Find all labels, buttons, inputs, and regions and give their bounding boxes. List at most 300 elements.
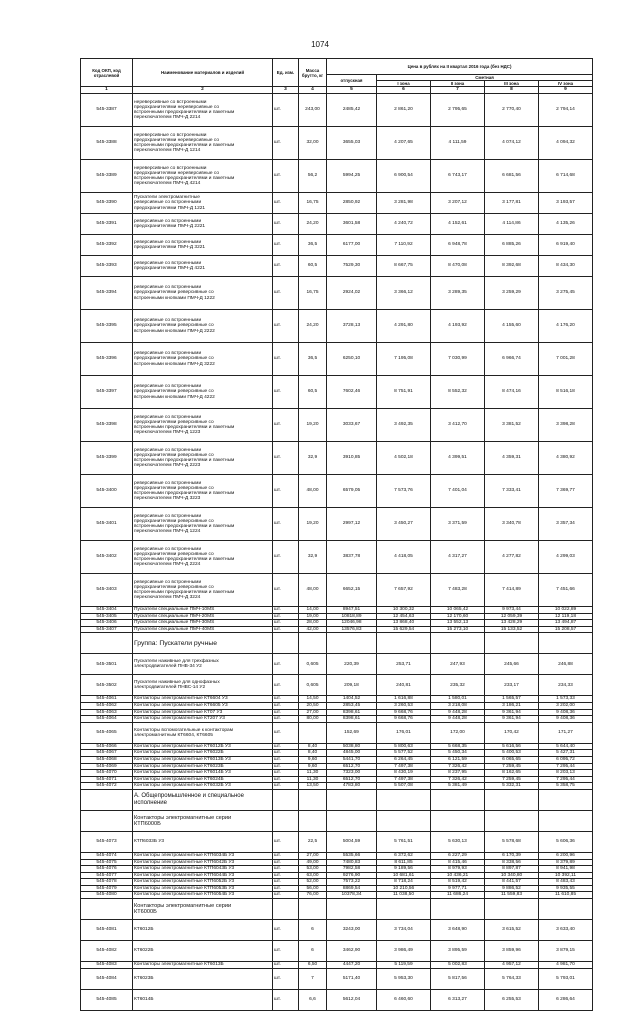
name-line: встроенными предохранителями и пакетным (134, 176, 235, 181)
cell-mass: 60,5 (299, 256, 327, 277)
name-line: Контакторы электромагнитные КТП6052Б У3 (134, 879, 235, 885)
cell-code: 545-4067 (81, 750, 133, 757)
cell-code: 545-4069 (81, 763, 133, 770)
cell-name (133, 962, 273, 969)
table-row (81, 770, 593, 777)
cell-zone2-price: 7 326,42 (431, 776, 485, 783)
cell-zone3-price: 8 441,57 (485, 879, 539, 886)
cell-zone1-price: 3 260,53 (377, 702, 431, 709)
name-line: Пускатели специальные ПМЧ-40МS (134, 626, 215, 632)
cell-release-price: 8398,61 (327, 716, 377, 723)
cell-zone1-price: 1 616,88 (377, 696, 431, 703)
name-line: Пускатели специальные ПМЧ-30МS (134, 620, 215, 626)
cell-zone2-price: 1 580,01 (431, 696, 485, 703)
cell-zone1-price: 253,71 (377, 654, 431, 675)
cell-zone4-price: 6 714,68 (539, 160, 593, 193)
cell-zone3-price: 3 381,52 (485, 409, 539, 442)
cell-name (133, 899, 273, 920)
cell-name (133, 475, 273, 508)
cell-zone1-price: 8 667,75 (377, 256, 431, 277)
cell-mass: 36,5 (299, 343, 327, 376)
name-line: переключателем ПМЧ-Д 1214 (134, 148, 201, 154)
cell-unit: шт. (273, 654, 299, 675)
cell-code: 545-3393 (81, 256, 133, 277)
name-line: предохранителями реверсивные со (134, 452, 214, 458)
cell-release-price: 6579,05 (327, 475, 377, 508)
cell-mass: 16,75 (299, 193, 327, 214)
cell-zone2-price: 9 448,28 (431, 716, 485, 723)
cell-zone4-price: 7 295,44 (539, 763, 593, 770)
cell-zone1-price: 6 900,54 (377, 160, 431, 193)
cell-unit: шт. (273, 675, 299, 696)
name-line: реверсивные со встроенными (134, 447, 202, 453)
name-line: КТ6014Б (134, 997, 154, 1003)
cell-zone2-price: 15 273,10 (431, 626, 485, 633)
table-row (81, 872, 593, 879)
cell-mass: 22,5 (299, 831, 327, 852)
cell-mass: 56,00 (299, 885, 327, 892)
cell-zone1-price: 5 577,52 (377, 750, 431, 757)
cell-code: 545-4084 (81, 968, 133, 989)
cell-code: 545-4062 (81, 702, 133, 709)
cell-name (133, 920, 273, 941)
cell-release-price: 2924,02 (327, 277, 377, 310)
cell-zone4-price: 8 516,18 (539, 376, 593, 409)
cell-name (133, 702, 273, 709)
cell-zone3-price: 6 885,26 (485, 235, 539, 256)
cell-zone1-price: 13 868,40 (377, 620, 431, 627)
cell-release-price: 3033,67 (327, 409, 377, 442)
cell-zone2-price: 7 326,42 (431, 763, 485, 770)
name-line: Пускатели электромагнитные (134, 195, 200, 201)
cell-code: 545-3390 (81, 193, 133, 214)
cell-name (133, 750, 273, 757)
cell-code: 545-4065 (81, 722, 133, 743)
name-line: предохранителями реверсивные со (134, 290, 214, 296)
name-line: предохранителями реверсивные со (134, 485, 214, 491)
cell-mass: 14,00 (299, 607, 327, 614)
cell-mass: 8,40 (299, 750, 327, 757)
cell-zone3-price: 5 400,53 (485, 750, 539, 757)
name-line: переключателем ПМЧ-Д 2214 (134, 115, 201, 121)
cell-zone1-price (377, 810, 431, 831)
cell-unit: шт. (273, 574, 299, 607)
cell-mass: 24,20 (299, 214, 327, 235)
name-line: электродвигателей ПНВС-14 У2 (134, 685, 206, 691)
cell-mass: 28,00 (299, 620, 327, 627)
column-number-row (81, 87, 593, 94)
cell-zone3-price: 3 340,78 (485, 508, 539, 541)
name-line: Контакторы электромагнитные КТ07 У3 (134, 709, 223, 715)
cell-release-price: 2997,12 (327, 508, 377, 541)
cell-zone1-price: 8 430,19 (377, 770, 431, 777)
name-line: переключателем ПМЧ-Д 3224 (134, 595, 201, 601)
cell-zone1-price: 10 300,32 (377, 607, 431, 614)
table-row (81, 941, 593, 962)
cell-zone3-price: 6 966,74 (485, 343, 539, 376)
name-line: КТ6023Б (134, 976, 154, 982)
cell-zone1-price: 9 668,76 (377, 716, 431, 723)
cell-zone1-price: 240,81 (377, 675, 431, 696)
cell-zone4-price: 3 633,40 (539, 920, 593, 941)
cell-code: 545-4064 (81, 716, 133, 723)
name-line: Контакторы электромагнитные КТ6032Б У3 (134, 783, 231, 789)
name-line: встроенными кнопками ПМЧ-Д 4222 (134, 394, 215, 400)
cell-unit: шт. (273, 770, 299, 777)
cell-name (133, 872, 273, 879)
table-row (81, 962, 593, 969)
cell-zone3-price: 4 114,86 (485, 214, 539, 235)
cell-zone4-price: 8 203,13 (539, 770, 593, 777)
name-line: предохранителями нереверсивные со (134, 137, 219, 143)
cell-name (133, 675, 273, 696)
cell-zone2-price: 12 170,60 (431, 613, 485, 620)
col-number: 8 (485, 87, 539, 94)
cell-zone4-price: 171,27 (539, 722, 593, 743)
cell-release-price: 6512,70 (327, 776, 377, 783)
cell-name (133, 770, 273, 777)
cell-unit: шт. (273, 941, 299, 962)
table-row (81, 885, 593, 892)
cell-zone2-price: 9 977,71 (431, 885, 485, 892)
header-unit: Ед. изм. (273, 59, 299, 87)
cell-code: 545-4077 (81, 872, 133, 879)
name-line: реверсивные со встроенными (134, 318, 202, 324)
cell-zone2-price: 8 237,95 (431, 770, 485, 777)
cell-zone3-price: 15 133,52 (485, 626, 539, 633)
cell-mass: 243,00 (299, 94, 327, 127)
cell-zone2-price: 13 552,13 (431, 620, 485, 627)
cell-zone3-price (485, 899, 539, 920)
cell-unit (273, 633, 299, 654)
header-estimate: Сметная (377, 75, 593, 81)
cell-name (133, 852, 273, 859)
name-line: КТ6012Б (134, 927, 154, 933)
cell-zone1-price: 176,01 (377, 722, 431, 743)
cell-zone2-price: 3 207,12 (431, 193, 485, 214)
cell-unit: шт. (273, 859, 299, 866)
cell-mass (299, 810, 327, 831)
table-row (81, 852, 593, 859)
table-row (81, 620, 593, 627)
cell-code: 545-4081 (81, 920, 133, 941)
cell-code: 545-3404 (81, 607, 133, 614)
cell-code: 545-3391 (81, 214, 133, 235)
cell-zone2-price: 6 743,17 (431, 160, 485, 193)
cell-zone2-price: 6 313,27 (431, 989, 485, 1010)
cell-name (133, 941, 273, 962)
cell-name (133, 716, 273, 723)
table-row (81, 716, 593, 723)
name-line: встроенными предохранителями и пакетным (134, 425, 235, 430)
cell-zone3-price: 7 259,45 (485, 763, 539, 770)
table-row (81, 831, 593, 852)
cell-name (133, 256, 273, 277)
cell-code: 545-3402 (81, 541, 133, 574)
table-row (81, 409, 593, 442)
cell-zone2-price: 7 401,04 (431, 475, 485, 508)
cell-zone4-price: 5 644,40 (539, 743, 593, 750)
cell-zone2-price: 8 552,32 (431, 376, 485, 409)
cell-mass: 63,00 (299, 872, 327, 879)
cell-name (133, 607, 273, 614)
cell-zone1-price: 3 366,12 (377, 277, 431, 310)
cell-name (133, 776, 273, 783)
name-line: переключателем ПМЧ-Д 3223 (134, 496, 201, 502)
table-row (81, 866, 593, 873)
name-line: реверсивные со встроенными (134, 285, 202, 291)
cell-zone4-price: 15 208,57 (539, 626, 593, 633)
cell-code: 545-3401 (81, 508, 133, 541)
cell-unit: шт. (273, 750, 299, 757)
name-line: реверсивные со встроенными (134, 480, 202, 486)
name-line: Контакторы электромагнитные КТ6012Б У3 (134, 743, 231, 749)
cell-name (133, 376, 273, 409)
cell-mass: 6 (299, 920, 327, 941)
cell-name (133, 409, 273, 442)
cell-unit: шт. (273, 235, 299, 256)
cell-zone1-price: 3 281,98 (377, 193, 431, 214)
header-mass: Масса брутто, кг (299, 59, 327, 87)
cell-mass: 27,00 (299, 709, 327, 716)
cell-release-price: 13576,83 (327, 626, 377, 633)
name-line: реверсивные со встроенными (134, 218, 202, 224)
cell-unit: шт. (273, 193, 299, 214)
name-line: Контакторы вспомогательные к контакторам (134, 727, 234, 733)
cell-zone4-price: 6 095,72 (539, 756, 593, 763)
cell-code: 545-3396 (81, 343, 133, 376)
name-line: предохранителями реверсивные со (134, 551, 214, 557)
cell-name (133, 859, 273, 866)
cell-unit: шт. (273, 885, 299, 892)
cell-code: 545-3389 (81, 160, 133, 193)
cell-release-price: 5612,04 (327, 989, 377, 1010)
col-number: 3 (273, 87, 299, 94)
name-line: предохранителями нереверсивные со (134, 104, 219, 110)
cell-name (133, 160, 273, 193)
name-line: Контакторы электромагнитные КТ6604 У3 (134, 696, 228, 702)
table-row (81, 789, 593, 810)
cell-unit: шт. (273, 866, 299, 873)
cell-code: 545-3399 (81, 442, 133, 475)
cell-mass: 48,00 (299, 475, 327, 508)
cell-release-price: 3837,78 (327, 541, 377, 574)
cell-zone4-price: 4 094,32 (539, 127, 593, 160)
cell-zone4-price: 9 408,36 (539, 716, 593, 723)
cell-name (133, 235, 273, 256)
name-line: реверсивные со встроенными (134, 384, 202, 390)
cell-mass: 20,50 (299, 702, 327, 709)
cell-zone1-price: 7 195,08 (377, 343, 431, 376)
name-line: Контакторы электромагнитные КТ207 У3 (134, 716, 225, 722)
name-line: Контакторы электромагнитные КТ6013Б (134, 962, 224, 968)
name-line: предохранителями ПМЧ-Д 2221 (134, 224, 206, 229)
cell-zone3-price: 233,17 (485, 675, 539, 696)
cell-mass: 19,20 (299, 409, 327, 442)
table-row (81, 613, 593, 620)
cell-release-price: 5535,66 (327, 852, 377, 859)
cell-unit: шт. (273, 94, 299, 127)
cell-zone3-price: 4 155,60 (485, 310, 539, 343)
cell-mass: 48,00 (299, 574, 327, 607)
cell-unit: шт. (273, 783, 299, 790)
col-number: 2 (133, 87, 273, 94)
cell-unit: шт. (273, 962, 299, 969)
cell-zone4-price: 8 483,43 (539, 879, 593, 886)
cell-zone1-price: 6 460,60 (377, 989, 431, 1010)
cell-zone4-price: 11 610,85 (539, 892, 593, 899)
cell-zone3-price: 4 277,82 (485, 541, 539, 574)
cell-release-price: 7529,30 (327, 256, 377, 277)
cell-zone2-price: 4 399,51 (431, 442, 485, 475)
cell-zone4-price: 3 202,00 (539, 702, 593, 709)
cell-code: 545-4068 (81, 756, 133, 763)
name-line: электромагнитным КТ6604, КТ6605 (134, 732, 213, 738)
cell-code: 545-3406 (81, 620, 133, 627)
cell-zone2-price: 5 381,49 (431, 783, 485, 790)
cell-zone2-price: 8 470,08 (431, 256, 485, 277)
cell-zone4-price: 7 295,44 (539, 776, 593, 783)
name-line: Контакторы электромагнитные КТП6043Б У3 (134, 866, 235, 872)
cell-name (133, 989, 273, 1010)
cell-code: 545-4074 (81, 852, 133, 859)
name-line: встроенными кнопками ПМЧ-Д 1222 (134, 295, 215, 301)
cell-release-price: 5038,80 (327, 743, 377, 750)
cell-zone2-price: 6 227,29 (431, 852, 485, 859)
name-line: встроенными предохранителями и пакетным (134, 143, 235, 148)
cell-zone1-price: 3 734,04 (377, 920, 431, 941)
cell-zone3-price: 8 897,87 (485, 866, 539, 873)
name-line: Контакторы электромагнитные КТ6014Б У3 (134, 770, 231, 776)
cell-name (133, 810, 273, 831)
cell-unit: шт. (273, 879, 299, 886)
cell-name (133, 789, 273, 810)
cell-mass: 0,605 (299, 654, 327, 675)
header-zone2: II зона (431, 81, 485, 87)
cell-zone3-price: 7 414,89 (485, 574, 539, 607)
name-line: реверсивные со встроенными (134, 239, 202, 245)
cell-mass: 49,00 (299, 859, 327, 866)
name-line: КТ6022Б (134, 948, 154, 954)
table-row (81, 310, 593, 343)
cell-code: 545-3405 (81, 613, 133, 620)
cell-zone4-price: 10 392,11 (539, 872, 593, 879)
cell-name (133, 885, 273, 892)
cell-zone1-price: 2 861,20 (377, 94, 431, 127)
cell-name (133, 879, 273, 886)
cell-release-price: 220,39 (327, 654, 377, 675)
cell-code: 545-4072 (81, 783, 133, 790)
cell-zone3-price: 8 162,65 (485, 770, 539, 777)
cell-unit (273, 810, 299, 831)
cell-zone4-price: 234,33 (539, 675, 593, 696)
cell-name (133, 94, 273, 127)
cell-zone1-price: 5 800,63 (377, 743, 431, 750)
cell-release-price: 3655,03 (327, 127, 377, 160)
cell-mass (299, 789, 327, 810)
cell-code: 545-4063 (81, 709, 133, 716)
cell-zone4-price: 4 380,92 (539, 442, 593, 475)
table-row (81, 899, 593, 920)
cell-zone4-price (539, 810, 593, 831)
name-line: предохранителями реверсивные со (134, 584, 214, 590)
cell-zone1-price: 7 110,92 (377, 235, 431, 256)
cell-code: 545-4076 (81, 866, 133, 873)
cell-name (133, 866, 273, 873)
cell-zone4-price (539, 899, 593, 920)
cell-zone1-price: 4 240,72 (377, 214, 431, 235)
cell-zone2-price: 4 111,59 (431, 127, 485, 160)
cell-zone2-price: 5 450,34 (431, 750, 485, 757)
cell-zone1-price: 6 264,45 (377, 756, 431, 763)
cell-zone2-price: 4 152,61 (431, 214, 485, 235)
name-line: предохранителями ПМЧ-Д 3221 (134, 245, 206, 250)
cell-zone1-price: 11 038,50 (377, 892, 431, 899)
table-row (81, 235, 593, 256)
col-number: 1 (81, 87, 133, 94)
cell-zone1-price: 10 210,56 (377, 885, 431, 892)
cell-release-price: 3601,58 (327, 214, 377, 235)
cell-unit: шт. (273, 743, 299, 750)
cell-zone1-price: 4 502,18 (377, 442, 431, 475)
cell-release-price: 10378,34 (327, 892, 377, 899)
cell-zone3-price: 11 559,83 (485, 892, 539, 899)
name-line: предохранителями ПМЧ-Д 1221 (134, 205, 206, 211)
name-line: реверсивные со встроенными (134, 546, 202, 552)
cell-zone2-price (431, 633, 485, 654)
table-row (81, 776, 593, 783)
table-row (81, 989, 593, 1010)
table-row (81, 722, 593, 743)
cell-code: 545-4061 (81, 696, 133, 703)
cell-mass: 32,9 (299, 541, 327, 574)
cell-release-price: 1404,52 (327, 696, 377, 703)
cell-code: 545-4083 (81, 962, 133, 969)
name-line: реверсивные со встроенными (134, 579, 202, 585)
cell-release-price: 7480,83 (327, 859, 377, 866)
cell-zone1-price: 7 497,38 (377, 763, 431, 770)
cell-mass: 19,20 (299, 508, 327, 541)
cell-zone2-price: 10 436,21 (431, 872, 485, 879)
cell-unit: шт. (273, 831, 299, 852)
cell-code: 545-3395 (81, 310, 133, 343)
cell-zone1-price: 12 454,63 (377, 613, 431, 620)
cell-zone3-price: 3 186,21 (485, 702, 539, 709)
table-row (81, 783, 593, 790)
cell-code: 545-3394 (81, 277, 133, 310)
cell-zone3-price: 6 170,39 (485, 852, 539, 859)
cell-zone4-price: 5 358,75 (539, 783, 593, 790)
table-row (81, 810, 593, 831)
cell-release-price: 6250,10 (327, 343, 377, 376)
cell-mass: 0,605 (299, 675, 327, 696)
cell-zone3-price: 4 074,12 (485, 127, 539, 160)
cell-zone4-price: 5 793,01 (539, 968, 593, 989)
cell-zone2-price: 6 948,78 (431, 235, 485, 256)
cell-zone3-price: 7 259,45 (485, 776, 539, 783)
name-line: Контакторы электромагнитные КТП6042Б У3 (134, 859, 235, 865)
cell-zone2-price: 3 371,59 (431, 508, 485, 541)
col-number: 5 (327, 87, 377, 94)
table-row (81, 541, 593, 574)
cell-zone4-price: 5 427,31 (539, 750, 593, 757)
cell-zone4-price: 1 573,33 (539, 696, 593, 703)
cell-zone3-price: 1 565,57 (485, 696, 539, 703)
cell-zone1-price: 8 611,85 (377, 859, 431, 866)
cell-unit: шт. (273, 776, 299, 783)
table-row (81, 626, 593, 633)
cell-zone2-price: 235,32 (431, 675, 485, 696)
